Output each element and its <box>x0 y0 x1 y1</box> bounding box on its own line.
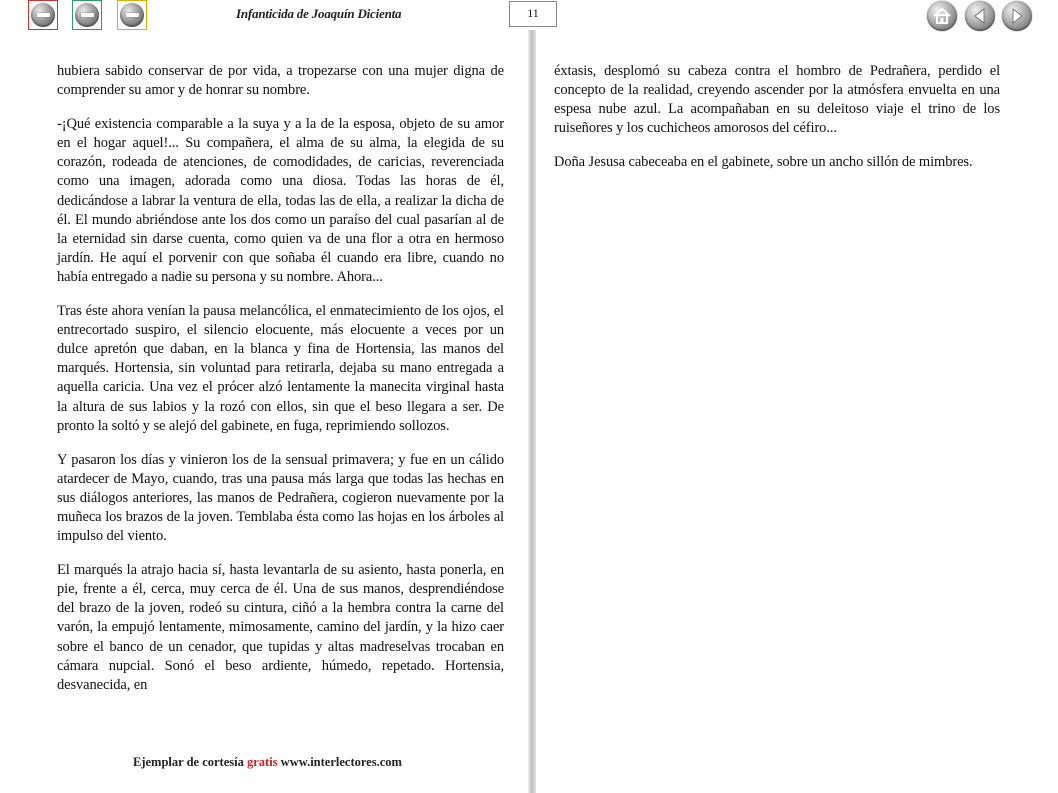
book-title: Infanticida de Joaquín Dicienta <box>236 6 402 21</box>
page-number: 11 <box>509 1 557 27</box>
previous-page-button[interactable] <box>965 1 995 31</box>
home-button[interactable] <box>927 1 957 31</box>
minus-orb-icon <box>31 3 55 27</box>
next-page-button[interactable] <box>1002 1 1032 31</box>
paragraph: El marqués la atrajo hacia sí, hasta levantarla de su asiento, hasta ponerla, en pie, frente a él, cerca, muy cerca de él. Una de sus manos, desprendiéndose del brazo de la joven, rodeó su cintura, ciñó a la hembra contra la carne del varón, la empujó lentamente, mimosamente, camino del jardín, y la hizo caer sobre el banco de un cenador, que tupidas y altas madreselvas trocaban en cámara nupcial. Sonó el beso ardiente, húmedo, repetado. Hortensia, desvanecida, en <box>57 562 504 693</box>
footer-url-link[interactable]: www.interlectores.com <box>280 755 402 769</box>
footer-gratis: gratis <box>246 755 278 769</box>
minus-orb-icon <box>75 3 99 27</box>
paragraph: Doña Jesusa cabeceaba en el gabinete, sobre un ancho sillón de mimbres. <box>554 154 973 171</box>
arrow-right-icon <box>1007 6 1027 26</box>
paragraph: hubiera sabido conservar de por vida, a tropezarse con una mujer digna de comprender su amor y de honrar su nombre. <box>57 63 504 99</box>
minus-orb-icon <box>120 3 144 27</box>
paragraph: éxtasis, desplomó su cabeza contra el hombro de Pedrañera, perdido el concepto de la realidad, creyendo ascender por la atmósfera envuelta en una espesa nube azul. La acompañaban en su deleitoso viaje el trino de los ruiseñores y los cuchicheos amorosos del céfiro... <box>554 63 1000 137</box>
minimize-button[interactable] <box>72 0 102 30</box>
page-spine-divider <box>528 30 536 793</box>
close-button[interactable] <box>28 0 58 30</box>
home-icon <box>932 6 952 26</box>
paragraph: Y pasaron los días y vinieron los de la sensual primavera; y fue en un cálido atardecer de Mayo, cuando, tras una pausa más larga que todas las hechas en sus diálogos anteriores, las manos de Pedrañera, cogieron nuevamente por la muñeca los brazos de la joven. Temblaba ésta como las hojas en los árboles al impulso del viento. <box>57 451 504 545</box>
right-page-text <box>554 62 1000 187</box>
footer-credit <box>133 755 402 770</box>
footer-prefix: Ejemplar de cortesía <box>133 755 244 769</box>
maximize-button[interactable] <box>117 0 147 30</box>
paragraph: -¡Qué existencia comparable a la suya y a la de la esposa, objeto de su amor en el hogar aquel!... Su compañera, el alma de su alma, la elegida de su corazón, rodeada de atenciones, de comodidades, de caricias, reverenciada como una imagen, adorada como una diosa. Todas las horas de él, dedicándose a labrar la ventura de ella, todas las de ella, a realizar la dicha de él. El mundo abriéndose ante los dos como un paraíso del cual pasarían al de la eternidad sin darse cuenta, como quien va de una flor a otra en hermoso jardín. He aquí el porvenir con que soñaba él cuando era libre, cuando no había entregado a nadie su persona y su nombre. Ahora... <box>57 116 504 285</box>
paragraph: Tras éste ahora venían la pausa melancólica, el enmatecimiento de los ojos, el entrecortado suspiro, el silencio elocuente, más elocuente a veces por un dulce apretón que daban, en la blanca y fina de Hortensia, las manos del marqués. Hortensia, sin voluntad para retirarla, dejaba su mano entregada a aquella caricia. Una vez el prócer alzó lentamente la manecita virginal hasta la altura de sus labios y la rozó con ellos, sin que el beso llegara a ser. De pronto la soltó y se alejó del gabinete, en fuga, reprimiendo sollozos. <box>57 303 504 434</box>
arrow-left-icon <box>970 6 990 26</box>
left-page-text <box>57 62 504 710</box>
